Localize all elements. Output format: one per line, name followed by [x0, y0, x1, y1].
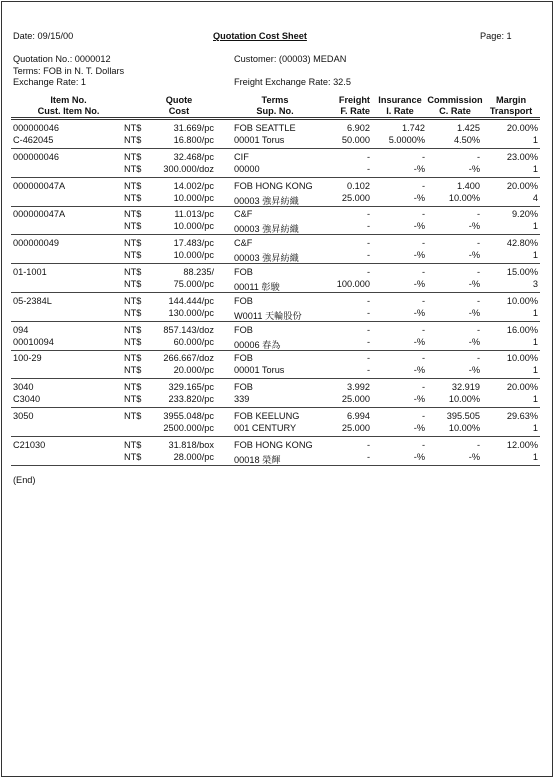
cell-cur1: NT$ [124, 440, 142, 450]
cell-sup: 00003 強昇紡織 [234, 224, 299, 234]
cell-sup: 00003 強昇紡織 [234, 253, 299, 263]
cell-sup: 00003 強昇紡織 [234, 196, 299, 206]
cell-cust: C3040 [13, 394, 41, 404]
cell-cost: 28.000/pc [173, 452, 214, 462]
cell-terms: FOB [234, 325, 253, 335]
cell-i-rate: -% [413, 365, 425, 375]
cell-transport: 4 [532, 193, 538, 203]
cell-f-rate: - [366, 308, 370, 318]
cell-cost: 60.000/pc [173, 337, 214, 347]
cell-sup: 00011 彰駿 [234, 282, 280, 292]
cell-cur2: NT$ [124, 452, 142, 462]
cell-f-rate: 50.000 [341, 135, 370, 145]
cell-terms: C&F [234, 209, 253, 219]
cell-quote: 3955.048/pc [163, 411, 214, 421]
cell-commission: - [476, 440, 480, 450]
table-row [0, 181, 556, 207]
cell-freight: - [366, 267, 370, 277]
table-row [0, 152, 556, 178]
cell-transport: 1 [532, 250, 538, 260]
cell-cust: 00010094 [13, 337, 54, 347]
cell-commission: - [476, 296, 480, 306]
cell-quote: 31.818/box [168, 440, 214, 450]
cell-freight: - [366, 209, 370, 219]
table-row [0, 296, 556, 322]
cell-terms: FOB [234, 267, 253, 277]
table-row [0, 123, 556, 149]
cell-cur1: NT$ [124, 267, 142, 277]
report-title: Quotation Cost Sheet [213, 31, 307, 41]
col-commission: Commission [427, 95, 483, 105]
cell-freight: 0.102 [347, 181, 370, 191]
cell-margin: 20.00% [506, 181, 538, 191]
row-separator [11, 177, 540, 178]
cell-commission: 32.919 [451, 382, 480, 392]
cell-cur2: NT$ [124, 365, 142, 375]
cell-cost: 16.800/pc [173, 135, 214, 145]
cell-cost: 10.000/pc [173, 250, 214, 260]
cell-cur1: NT$ [124, 238, 142, 248]
cell-c-rate: 10.00% [448, 193, 480, 203]
cell-i-rate: -% [413, 164, 425, 174]
cell-insurance: - [421, 267, 425, 277]
quotation-number: Quotation No.: 0000012 [13, 54, 111, 64]
cell-terms: FOB KEELUNG [234, 411, 300, 421]
cell-insurance: - [421, 181, 425, 191]
row-separator [11, 321, 540, 322]
col-sup-no: Sup. No. [256, 106, 294, 116]
table-row [0, 440, 556, 466]
cell-commission: - [476, 267, 480, 277]
cell-commission: - [476, 238, 480, 248]
cell-cur2: NT$ [124, 279, 142, 289]
cell-terms: FOB HONG KONG [234, 440, 313, 450]
cell-quote: 14.002/pc [173, 181, 214, 191]
col-transport: Transport [489, 106, 533, 116]
cell-cur2: NT$ [124, 193, 142, 203]
cell-c-rate: -% [468, 452, 480, 462]
table-row [0, 209, 556, 235]
cell-sup: 00000 [234, 164, 260, 174]
cell-insurance: - [421, 209, 425, 219]
customer: Customer: (00003) MEDAN [234, 54, 347, 64]
cell-terms: FOB [234, 296, 253, 306]
cell-sup: 00001 Torus [234, 365, 285, 375]
cell-i-rate: -% [413, 452, 425, 462]
cell-i-rate: -% [413, 193, 425, 203]
cell-i-rate: 5.0000% [388, 135, 425, 145]
cell-margin: 20.00% [506, 123, 538, 133]
col-c-rate: C. Rate [439, 106, 471, 116]
cell-sup: 00018 榮輝 [234, 455, 281, 465]
cell-cur1: NT$ [124, 123, 142, 133]
cell-cur1: NT$ [124, 353, 142, 363]
cell-item: 3050 [13, 411, 34, 421]
cell-insurance: - [421, 440, 425, 450]
cell-f-rate: - [366, 221, 370, 231]
cell-quote: 857.143/doz [163, 325, 214, 335]
col-item-no: Item No. [50, 95, 87, 105]
cell-insurance: 1.742 [402, 123, 425, 133]
cell-f-rate: - [366, 164, 370, 174]
table-row [0, 411, 556, 437]
row-separator [11, 206, 540, 207]
cell-terms: FOB HONG KONG [234, 181, 313, 191]
cell-insurance: - [421, 296, 425, 306]
cell-cur1: NT$ [124, 209, 142, 219]
cell-sup: 339 [234, 394, 250, 404]
row-separator [11, 292, 540, 293]
cell-cur2: NT$ [124, 250, 142, 260]
cell-transport: 3 [532, 279, 538, 289]
cell-c-rate: 4.50% [453, 135, 480, 145]
cell-cur1: NT$ [124, 382, 142, 392]
cell-transport: 1 [532, 135, 538, 145]
cell-commission: 395.505 [446, 411, 480, 421]
cell-transport: 1 [532, 308, 538, 318]
row-separator [11, 234, 540, 235]
row-separator [11, 407, 540, 408]
table-row [0, 325, 556, 351]
row-separator [11, 465, 540, 466]
table-row [0, 382, 556, 408]
col-i-rate: I. Rate [386, 106, 414, 116]
col-freight: Freight [338, 95, 370, 105]
table-row [0, 267, 556, 293]
cell-margin: 23.00% [506, 152, 538, 162]
report-date: Date: 09/15/00 [13, 31, 74, 41]
cell-cur1: NT$ [124, 296, 142, 306]
cell-cost: 300.000/doz [163, 164, 214, 174]
cell-f-rate: 25.000 [341, 193, 370, 203]
cell-cost: 130.000/pc [168, 308, 214, 318]
cell-i-rate: -% [413, 394, 425, 404]
cell-c-rate: -% [468, 337, 480, 347]
cell-commission: 1.400 [457, 181, 480, 191]
cell-freight: - [366, 325, 370, 335]
cell-quote: 11.013/pc [174, 209, 214, 219]
cell-cur1: NT$ [124, 325, 142, 335]
cell-cur2: NT$ [124, 308, 142, 318]
row-separator [11, 263, 540, 264]
cell-f-rate: - [366, 452, 370, 462]
cell-c-rate: -% [468, 279, 480, 289]
cell-commission: - [476, 325, 480, 335]
col-insurance: Insurance [378, 95, 422, 105]
cell-freight: - [366, 238, 370, 248]
cell-cost: 75.000/pc [173, 279, 214, 289]
cell-c-rate: 10.00% [448, 423, 480, 433]
cell-cur1: NT$ [124, 152, 142, 162]
cell-commission: 1.425 [457, 123, 480, 133]
cell-cur2: NT$ [124, 221, 142, 231]
cell-insurance: - [421, 353, 425, 363]
cell-f-rate: - [366, 365, 370, 375]
cell-insurance: - [421, 325, 425, 335]
freight-exchange-rate: Freight Exchange Rate: 32.5 [234, 77, 351, 87]
cell-f-rate: - [366, 250, 370, 260]
cell-cost: 20.000/pc [173, 365, 214, 375]
cell-quote: 88.235/ [183, 267, 214, 277]
cell-c-rate: 10.00% [448, 394, 480, 404]
cell-insurance: - [421, 238, 425, 248]
cell-transport: 1 [532, 365, 538, 375]
cell-insurance: - [421, 152, 425, 162]
cell-commission: - [476, 209, 480, 219]
cell-freight: 3.992 [347, 382, 370, 392]
cell-margin: 9.20% [511, 209, 538, 219]
cell-item: 100-29 [13, 353, 42, 363]
col-margin: Margin [495, 95, 527, 105]
cell-transport: 1 [532, 164, 538, 174]
row-separator [11, 436, 540, 437]
cell-quote: 329.165/pc [168, 382, 214, 392]
cell-transport: 1 [532, 452, 538, 462]
cell-cust: C-462045 [13, 135, 54, 145]
cell-item: 094 [13, 325, 29, 335]
cell-freight: 6.994 [347, 411, 370, 421]
col-f-rate: F. Rate [340, 106, 370, 116]
cell-c-rate: -% [468, 164, 480, 174]
cell-freight: - [366, 152, 370, 162]
cell-item: 05-2384L [13, 296, 52, 306]
cell-i-rate: -% [413, 337, 425, 347]
row-separator [11, 350, 540, 351]
cell-i-rate: -% [413, 308, 425, 318]
cell-quote: 32.468/pc [173, 152, 214, 162]
cell-terms: C&F [234, 238, 253, 248]
cell-cur1: NT$ [124, 411, 142, 421]
cell-margin: 16.00% [506, 325, 538, 335]
terms: Terms: FOB in N. T. Dollars [13, 66, 125, 76]
cell-insurance: - [421, 411, 425, 421]
cell-sup: 001 CENTURY [234, 423, 297, 433]
col-cust-item-no: Cust. Item No. [37, 106, 100, 116]
cell-f-rate: 100.000 [336, 279, 370, 289]
cell-cur1: NT$ [124, 181, 142, 191]
row-separator [11, 148, 540, 149]
cell-sup: 00006 春為 [234, 340, 281, 350]
page-number: Page: 1 [480, 31, 512, 41]
cell-i-rate: -% [413, 423, 425, 433]
cell-c-rate: -% [468, 308, 480, 318]
cell-i-rate: -% [413, 221, 425, 231]
cell-cur2: NT$ [124, 394, 142, 404]
col-quote: Quote [165, 95, 193, 105]
cell-freight: 6.902 [347, 123, 370, 133]
cell-cost: 233.820/pc [168, 394, 214, 404]
cell-freight: - [366, 296, 370, 306]
cell-margin: 42.80% [506, 238, 538, 248]
cell-c-rate: -% [468, 221, 480, 231]
cell-cost: 10.000/pc [173, 221, 214, 231]
cell-item: 01-1001 [13, 267, 47, 277]
cell-sup: W0011 天輪股份 [234, 311, 302, 321]
cell-item: 000000047A [13, 209, 66, 219]
cell-insurance: - [421, 382, 425, 392]
cell-cur2: NT$ [124, 337, 142, 347]
table-row [0, 238, 556, 264]
cell-margin: 29.63% [506, 411, 538, 421]
cell-terms: CIF [234, 152, 249, 162]
cell-margin: 20.00% [506, 382, 538, 392]
cell-margin: 10.00% [506, 353, 538, 363]
cell-quote: 266.667/doz [163, 353, 214, 363]
cell-item: 000000049 [13, 238, 59, 248]
cell-freight: - [366, 353, 370, 363]
cell-f-rate: 25.000 [341, 423, 370, 433]
cell-item: 000000046 [13, 152, 59, 162]
cell-transport: 1 [532, 423, 538, 433]
cell-margin: 12.00% [506, 440, 538, 450]
cell-transport: 1 [532, 394, 538, 404]
cell-transport: 1 [532, 337, 538, 347]
col-cost: Cost [168, 106, 190, 116]
cell-c-rate: -% [468, 365, 480, 375]
table-row [0, 353, 556, 379]
cell-f-rate: - [366, 337, 370, 347]
cell-terms: FOB [234, 382, 253, 392]
cell-item: C21030 [13, 440, 46, 450]
cell-margin: 10.00% [506, 296, 538, 306]
cell-item: 000000046 [13, 123, 59, 133]
end-marker: (End) [13, 475, 36, 485]
cell-sup: 00001 Torus [234, 135, 285, 145]
cell-cost: 10.000/pc [173, 193, 214, 203]
cell-transport: 1 [532, 221, 538, 231]
cell-terms: FOB SEATTLE [234, 123, 296, 133]
cell-quote: 144.444/pc [168, 296, 214, 306]
cell-commission: - [476, 152, 480, 162]
exchange-rate: Exchange Rate: 1 [13, 77, 87, 87]
cell-f-rate: 25.000 [341, 394, 370, 404]
cell-cur2: NT$ [124, 164, 142, 174]
cell-i-rate: -% [413, 250, 425, 260]
cell-cur2: NT$ [124, 135, 142, 145]
cell-cost: 2500.000/pc [163, 423, 214, 433]
cell-freight: - [366, 440, 370, 450]
header-rule [11, 117, 540, 120]
row-separator [11, 378, 540, 379]
cell-item: 000000047A [13, 181, 66, 191]
cell-terms: FOB [234, 353, 253, 363]
cell-item: 3040 [13, 382, 34, 392]
cell-margin: 15.00% [506, 267, 538, 277]
cell-quote: 17.483/pc [173, 238, 214, 248]
cell-commission: - [476, 353, 480, 363]
cell-i-rate: -% [413, 279, 425, 289]
col-terms: Terms [261, 95, 289, 105]
cell-c-rate: -% [468, 250, 480, 260]
cell-quote: 31.669/pc [173, 123, 214, 133]
